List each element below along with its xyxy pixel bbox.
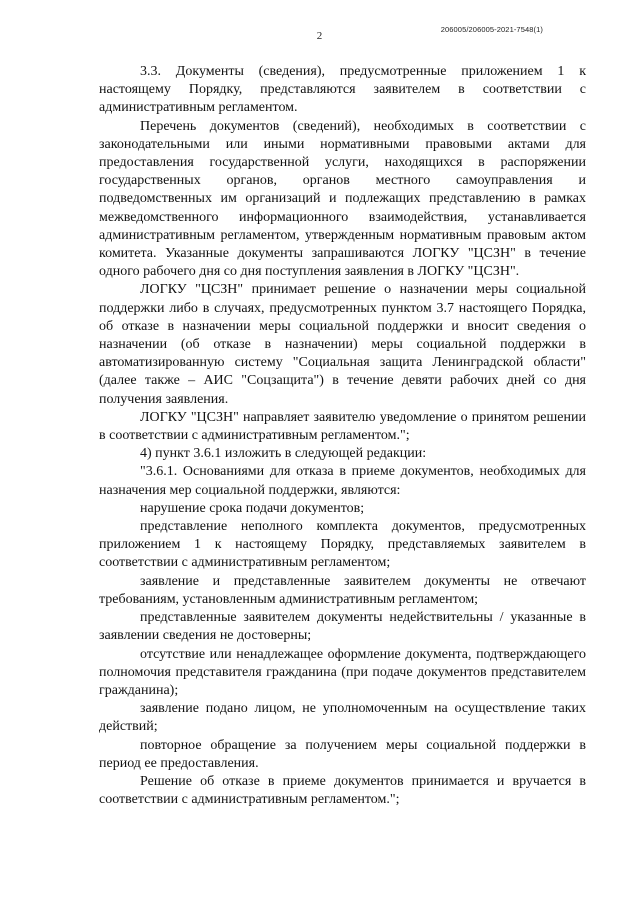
paragraph: 3.3. Документы (сведения), предусмотренные приложением 1 к настоящему Порядку, представляются заявителем в соответствии с административным регламентом. — [99, 64, 586, 116]
paragraph: представление неполного комплекта документов, предусмотренных приложением 1 к настоящему Порядку, представляемых заявителем в соответствии с административным регламентом; — [99, 519, 586, 571]
paragraph: повторное обращение за получением меры социальной поддержки в период ее предоставления. — [99, 737, 586, 771]
page-number: 2 — [316, 30, 323, 42]
paragraph: ЛОГКУ "ЦСЗН" направляет заявителю уведомление о принятом решении в соответствии с административным регламентом."; — [99, 409, 586, 444]
paragraph: "3.6.1. Основаниями для отказа в приеме документов, необходимых для назначения мер социальной поддержки, являются: — [99, 464, 586, 498]
paragraph: ЛОГКУ "ЦСЗН" принимает решение о назначении меры социальной поддержки либо в случаях, предусмотренных пунктом 3.7 настоящего Порядка, об отказе в назначении меры социальной поддержки и вносит сведения о назначении (об отказе в назначении) меры социальной поддержки в автоматизированную систему "Социальная защита Ленинградской области" (далее также – АИС "Соцзащита") в течение девяти рабочих дней со дня получения заявления. — [99, 282, 586, 407]
paragraph: 4) пункт 3.6.1 изложить в следующей редакции: — [140, 446, 427, 462]
paragraph: Решение об отказе в приеме документов принимается и вручается в соответствии с административным регламентом."; — [99, 773, 586, 808]
paragraph: нарушение срока подачи документов; — [140, 500, 365, 516]
paragraph: заявление подано лицом, не уполномоченным на осуществление таких действий; — [99, 701, 586, 735]
paragraph: Перечень документов (сведений), необходимых в соответствии с законодательными или иными нормативными правовыми актами для предоставления государственной услуги, находящихся в распоряжении государственных органов, органов местного самоуправления и подведомственных им организаций и подлежащих представлению в рамках межведомственного информационного взаимодействия, устанавливается административным регламентом, утвержденным нормативным правовым актом комитета. Указанные документы запрашиваются ЛОГКУ "ЦСЗН" в течение одного рабочего дня со дня поступления заявления в ЛОГКУ "ЦСЗН". — [99, 118, 586, 280]
paragraph: заявление и представленные заявителем документы не отвечают требованиям, установленным административным регламентом; — [99, 573, 586, 607]
paragraph: представленные заявителем документы недействительны / указанные в заявлении сведения не достоверны; — [99, 610, 586, 644]
document-body — [99, 63, 586, 809]
paragraph: отсутствие или ненадлежащее оформление документа, подтверждающего полномочия представителя гражданина (при подаче документов представителем гражданина); — [99, 646, 586, 698]
document-id: 206005/206005-2021-7548(1) — [440, 25, 543, 34]
